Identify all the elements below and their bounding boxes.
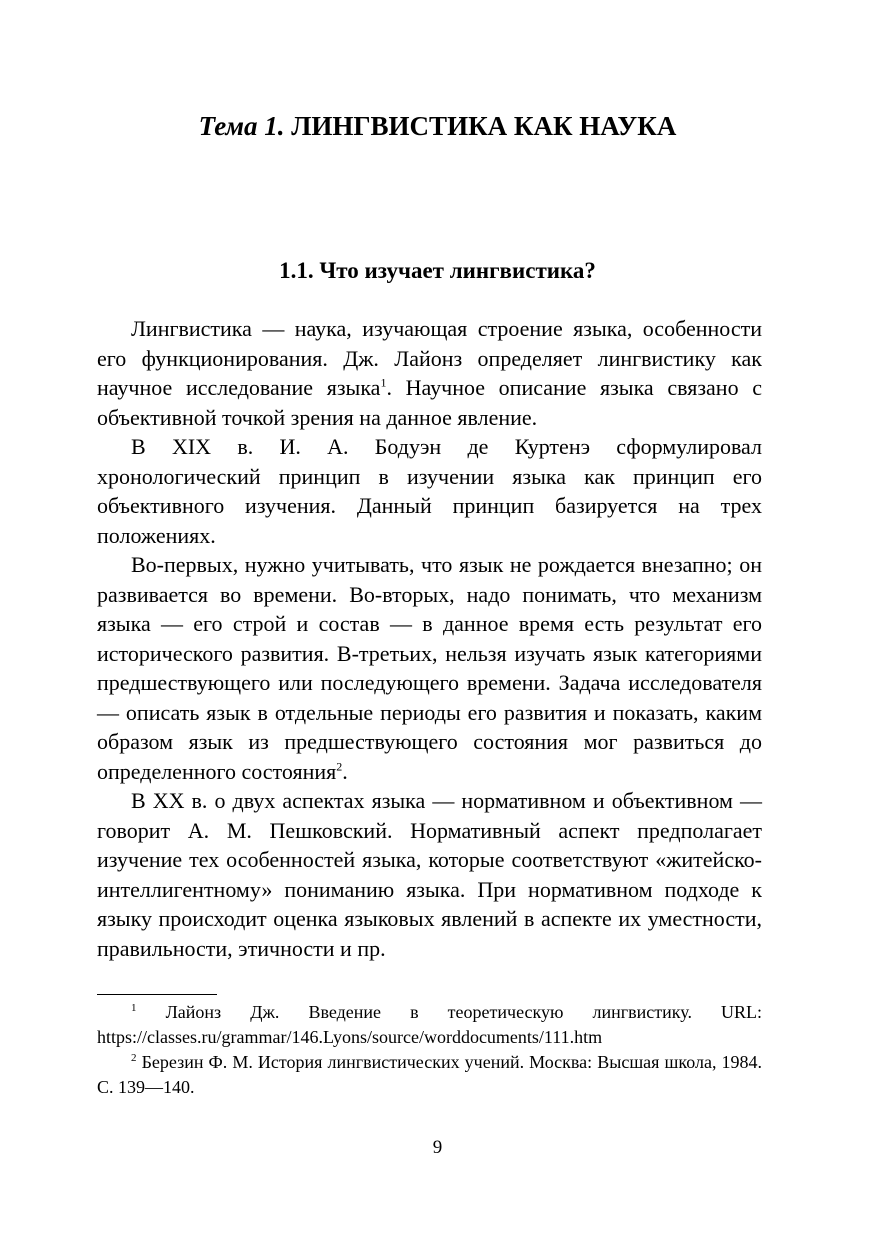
paragraph: Лингвистика — наука, изучающая строение языка, особенности его функционирования. Дж. Лайонз определяет лингвистику как научное исследование языка$^1$. Научное описание языка связано с объективной точкой зрения на данное явление. [97, 316, 762, 430]
paragraph: В XIX в. И. А. Бодуэн де Куртенэ сформулировал хронологический принцип в изучении языка как принцип его объективного изучения. Данный принцип базируется на трех положениях. [97, 434, 762, 548]
chapter-title: ЛИНГВИСТИКА КАК НАУКА [291, 111, 677, 141]
footnotes [97, 1000, 762, 1100]
footnote-text: Березин Ф. М. История лингвистических учений. Москва: Высшая школа, 1984. С. 139—140. [97, 1052, 763, 1097]
footnote-number: 2 [131, 1052, 137, 1064]
body-text [97, 314, 762, 963]
page-number: 9 [432, 1137, 443, 1158]
chapter-heading [0, 108, 875, 144]
footnote-divider [97, 994, 217, 995]
paragraph: Во-первых, нужно учитывать, что язык не рождается внезапно; он развивается во времени. Во-вторых, надо понимать, что механизм языка — его строй и состав — в данное время есть результат его исторического развития. В-третьих, нельзя изучать язык категориями предшествующего или последующего времени. Задача исследователя — описать язык в отдельные периоды его развития и показать, каким образом язык из предшествующего состояния мог развиться до определенного состояния$^2$. [97, 552, 762, 784]
chapter-label: Тема 1. [198, 111, 285, 141]
footnote [97, 1000, 762, 1050]
section-heading: 1.1. Что изучает лингвистика? [279, 258, 596, 283]
paragraph: В XX в. о двух аспектах языка — нормативном и объективном — говорит А. М. Пешковский. Нормативный аспект предполагает изучение тех особенностей языка, которые соответствуют «житейско-интеллигентному» пониманию языка. При нормативном подходе к языку происходит оценка языковых явлений в аспекте их уместности, правильности, этичности и пр. [97, 788, 762, 961]
footnote-text: Лайонз Дж. Введение в теоретическую лингвистику. URL: https://classes.ru/grammar/146.Lyons/source/worddocuments/111.htm [97, 1002, 763, 1047]
footnote-ref: 1 [380, 375, 387, 390]
footnote-number: 1 [131, 1002, 137, 1014]
footnote-ref: 2 [336, 759, 343, 774]
footnote [97, 1050, 762, 1100]
